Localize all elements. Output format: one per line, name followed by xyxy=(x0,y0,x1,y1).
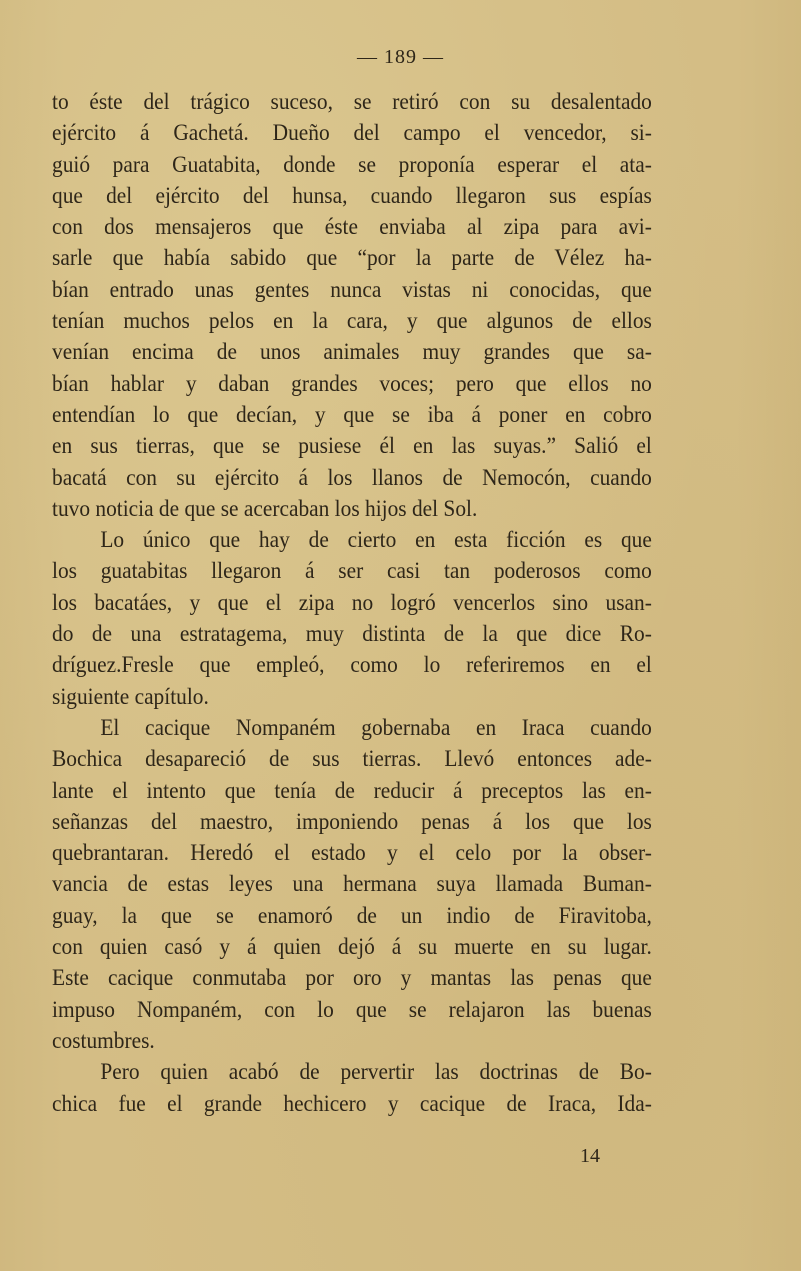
text-line-paragraph-end: siguiente capítulo. xyxy=(52,683,209,709)
page-number: — 189 — xyxy=(357,46,444,68)
text-line-paragraph-end: tuvo noticia de que se acercaban los hijos del Sol. xyxy=(52,495,478,521)
text-line: dríguez.Fresle que empleó, como lo referiremos en el xyxy=(52,652,652,678)
text-line: guió para Guatabita, donde se proponía esperar el ata- xyxy=(52,151,652,177)
text-line: Este cacique conmutaba por oro y mantas las penas que xyxy=(52,965,652,991)
text-line: los bacatáes, y que el zipa no logró vencerlos sino usan- xyxy=(52,589,652,615)
text-line: bían entrado unas gentes nunca vistas ni conocidas, que xyxy=(52,276,652,302)
text-line: bían hablar y daban grandes voces; pero que ellos no xyxy=(52,370,652,396)
text-line: entendían lo que decían, y que se iba á poner en cobro xyxy=(52,401,652,427)
text-line: quebrantaran. Heredó el estado y el celo por la obser- xyxy=(52,840,652,866)
text-line: los guatabitas llegaron á ser casi tan poderosos como xyxy=(52,558,652,584)
text-line-paragraph-end: costumbres. xyxy=(52,1027,155,1053)
text-line: do de una estratagema, muy distinta de la que dice Ro- xyxy=(52,621,652,647)
text-line: bacatá con su ejército á los llanos de Nemocón, cuando xyxy=(52,464,652,490)
text-line-paragraph-start: Pero quien acabó de pervertir las doctrinas de Bo- xyxy=(100,1059,652,1085)
text-line: impuso Nompaném, con lo que se relajaron las buenas xyxy=(52,996,652,1022)
text-line-paragraph-start: El cacique Nompaném gobernaba en Iraca cuando xyxy=(100,714,652,740)
text-line: venían encima de unos animales muy grandes que sa- xyxy=(52,339,652,365)
text-line: Bochica desapareció de sus tierras. Llevó entonces ade- xyxy=(52,746,652,772)
text-line: guay, la que se enamoró de un indio de Firavitoba, xyxy=(52,902,652,928)
text-line: chica fue el grande hechicero y cacique de Iraca, Ida- xyxy=(52,1090,652,1116)
text-line: en sus tierras, que se pusiese él en las suyas.” Salió el xyxy=(52,433,652,459)
text-line-paragraph-start: Lo único que hay de cierto en esta ficción es que xyxy=(100,527,652,553)
text-line: vancia de estas leyes una hermana suya llamada Buman- xyxy=(52,871,652,897)
text-line: lante el intento que tenía de reducir á preceptos las en- xyxy=(52,777,652,803)
text-line: con dos mensajeros que éste enviaba al zipa para avi- xyxy=(52,214,652,240)
text-line: to éste del trágico suceso, se retiró con su desalentado xyxy=(52,89,652,114)
text-line: ejército á Gachetá. Dueño del campo el vencedor, si- xyxy=(52,120,652,146)
text-line: sarle que había sabido que “por la parte de Vélez ha- xyxy=(52,245,652,271)
text-line: con quien casó y á quien dejó á su muerte en su lugar. xyxy=(52,934,652,960)
text-line: señanzas del maestro, imponiendo penas á los que los xyxy=(52,808,652,834)
body-text xyxy=(52,86,650,1119)
text-line: tenían muchos pelos en la cara, y que algunos de ellos xyxy=(52,308,652,334)
signature-mark: 14 xyxy=(580,1145,600,1167)
text-line: que del ejército del hunsa, cuando llegaron sus espías xyxy=(52,182,652,208)
